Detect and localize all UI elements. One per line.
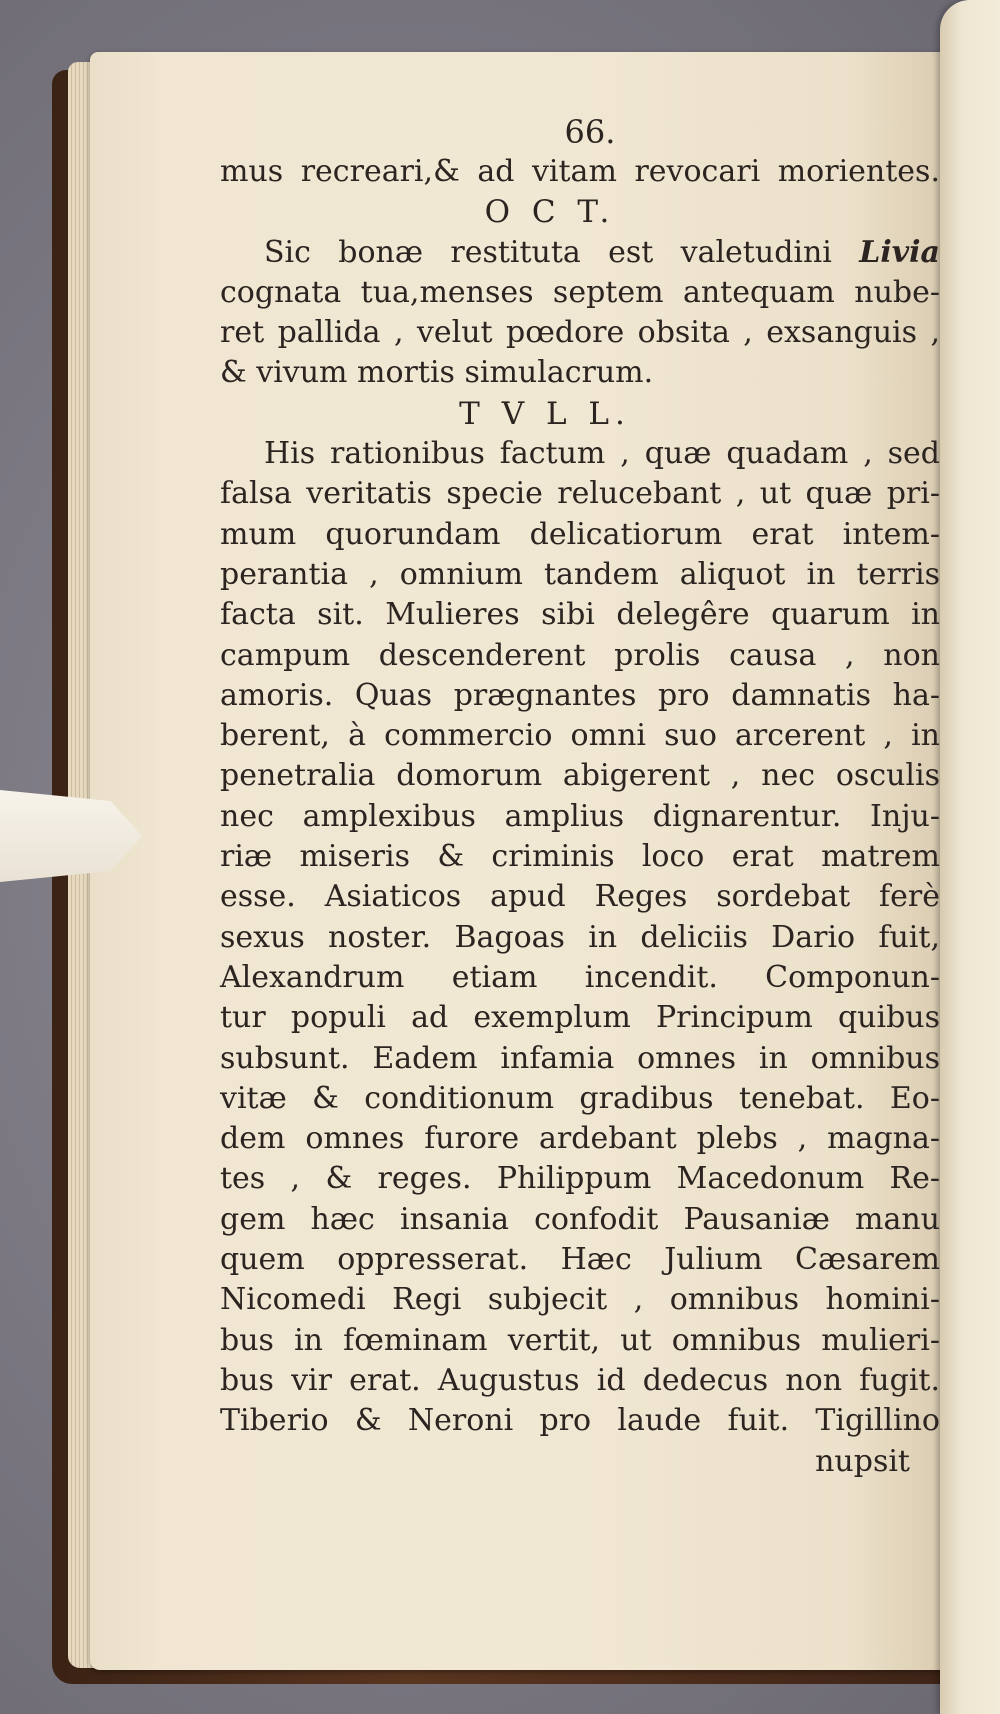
text-line: riæ miseris & criminis loco erat matrem — [220, 839, 940, 875]
text-lines — [220, 152, 940, 1442]
text-line: Tiberio & Neroni pro laude fuit. Tigillino — [220, 1403, 940, 1439]
page-number: 66. — [564, 113, 616, 151]
text-line: mum quorundam delicatiorum erat intem- — [220, 516, 940, 552]
text-line: perantia , omnium tandem aliquot in terris — [220, 556, 940, 592]
text-line: Nicomedi Regi subjecit , omnibus homini- — [220, 1282, 940, 1318]
italic-name: Livia — [859, 234, 940, 270]
facing-page — [940, 0, 1000, 1714]
text-line: amoris. Quas prægnantes pro damnatis ha- — [220, 677, 940, 713]
section-heading: T V L L. — [459, 395, 631, 432]
text-line: esse. Asiaticos apud Reges sordebat ferè — [220, 879, 940, 915]
text-line: vitæ & conditionum gradibus tenebat. Eo- — [220, 1080, 940, 1116]
text-line: facta sit. Mulieres sibi delegêre quarum in — [220, 597, 940, 633]
text-line: subsunt. Eadem infamia omnes in omnibus — [220, 1040, 940, 1076]
text-line: & vivum mortis simulacrum. — [220, 355, 654, 391]
text-line: quem oppresserat. Hæc Julium Cæsarem — [220, 1242, 940, 1278]
section-heading: O C T. — [484, 194, 616, 231]
page-text — [220, 112, 940, 1482]
text-line: bus vir erat. Augustus id dedecus non fugit. — [220, 1362, 940, 1398]
text-line: nec amplexibus amplius dignarentur. Inju- — [220, 798, 940, 834]
text-line: ret pallida , velut pœdore obsita , exsanguis , — [220, 315, 940, 351]
text-line: bus in fœminam vertit, ut omnibus mulieri- — [220, 1322, 940, 1358]
catchword: nupsit — [815, 1443, 910, 1479]
text-line: sexus noster. Bagoas in deliciis Dario fuit, — [220, 919, 940, 955]
text-line: cognata tua,menses septem antequam nube- — [220, 274, 940, 310]
text-line: tes , & reges. Philippum Macedonum Re- — [220, 1161, 940, 1197]
text-line: mus recreari,& ad vitam revocari morientes. — [220, 154, 940, 189]
text-line — [220, 233, 940, 273]
text-line: berent, à commercio omni suo arcerent , in — [220, 718, 940, 754]
text-line: dem omnes furore ardebant plebs , magna- — [220, 1121, 940, 1157]
text-line: campum descenderent prolis causa , non — [220, 637, 940, 673]
text-line: Alexandrum etiam incendit. Componun- — [220, 959, 940, 995]
text-line: penetralia domorum abigerent , nec osculis — [220, 758, 940, 794]
text-line: His rationibus factum , quæ quadam , sed — [264, 436, 940, 472]
text-line: falsa veritatis specie relucebant , ut quæ pri- — [220, 476, 940, 512]
text-line: tur populi ad exemplum Principum quibus — [220, 1000, 940, 1036]
text-line: gem hæc insania confodit Pausaniæ manu — [220, 1201, 940, 1237]
text-span: Sic bonæ restituta est valetudini — [264, 234, 832, 270]
